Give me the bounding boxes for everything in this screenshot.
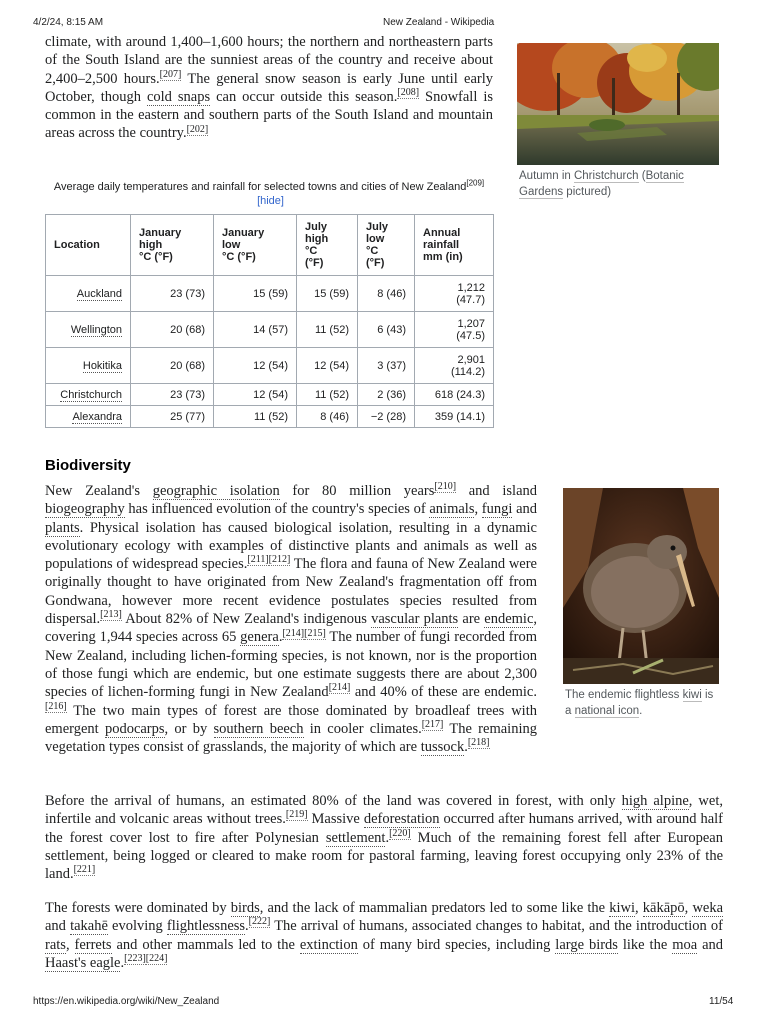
text: Snowfall is common in the eastern and southern parts of the South Island and mountain areas across the country. [45, 88, 494, 142]
cell: 15 (59) [297, 276, 358, 312]
text: °C (°F) [139, 251, 173, 263]
ref-link[interactable]: [210] [434, 481, 457, 493]
link-haasts-eagle[interactable]: Haast's eagle [45, 954, 121, 971]
text: pictured) [563, 186, 612, 198]
text: °C [366, 245, 379, 257]
text: , or by [164, 720, 214, 737]
text: The general snow season is early June until early October, though [45, 70, 493, 105]
cell [415, 312, 494, 348]
ref-link[interactable]: [220] [389, 827, 411, 839]
text: . [385, 829, 390, 846]
print-datetime: 4/2/24, 8:15 AM [33, 17, 104, 28]
link-endemic[interactable]: endemic [484, 611, 534, 628]
text: in cooler climates. [303, 720, 422, 737]
cell: 3 (37) [358, 348, 415, 384]
link-large-birds[interactable]: large birds [555, 936, 618, 953]
cell: 23 (73) [131, 276, 214, 312]
text: is a [565, 689, 714, 717]
ref-link[interactable]: [213] [100, 609, 122, 621]
text: January [222, 227, 265, 239]
autumn-christchurch-image[interactable] [517, 43, 719, 165]
link-geographic-isolation[interactable]: geographic isolation [152, 483, 280, 499]
col-location: Location [46, 215, 131, 276]
link-kiwi-caption[interactable]: kiwi [682, 689, 702, 701]
cell: 2 (36) [358, 384, 415, 406]
cell: 618 (24.3) [415, 384, 494, 406]
col-jul-high [297, 215, 358, 276]
link-plants[interactable]: plants [45, 519, 80, 536]
text: high [305, 233, 329, 245]
ref-link[interactable]: [207] [159, 68, 182, 80]
cell [415, 276, 494, 312]
col-rainfall [415, 215, 494, 276]
text: °C [305, 245, 318, 257]
text: and [697, 936, 724, 953]
biodiversity-heading: Biodiversity [45, 457, 131, 474]
table-row [46, 312, 494, 348]
text: ( [638, 170, 646, 182]
ref-link[interactable]: [215] [304, 627, 326, 639]
text: . [245, 918, 249, 935]
cell: 25 (77) [131, 406, 214, 428]
autumn-photo [517, 43, 719, 165]
link-deforestation[interactable]: deforestation [363, 811, 440, 828]
text: ] [280, 195, 284, 207]
text: and [512, 501, 537, 518]
text: low [366, 233, 385, 245]
ref-link[interactable]: [216] [45, 700, 67, 712]
text: 1,207 [457, 317, 485, 330]
col-jan-high [131, 215, 214, 276]
text: for 80 million years [279, 483, 435, 499]
cell: 12 (54) [297, 348, 358, 384]
ref-link[interactable]: [208] [397, 87, 420, 99]
text: of many bird species, including [357, 936, 556, 953]
link-tussock[interactable]: tussock [420, 739, 465, 756]
link-auckland[interactable]: Auckland [76, 287, 122, 300]
ref-link[interactable]: [212] [268, 554, 291, 566]
cell: 14 (57) [214, 312, 297, 348]
link-extinction[interactable]: extinction [299, 936, 358, 953]
text: rainfall [423, 239, 460, 251]
text: The forests were dominated by [45, 900, 231, 916]
cell: 11 (52) [297, 384, 358, 406]
link-genera[interactable]: genera [240, 629, 279, 646]
link-botanic-gardens[interactable]: Botanic Gardens [519, 170, 684, 198]
text: (47.7) [456, 293, 485, 306]
cell: 20 (68) [131, 312, 214, 348]
text: . Physical isolation has caused biological isolation, resulting in a dynamic evolutionary ecology with examples of distinctive plants and animals as well as populations of widespread species. [45, 519, 537, 573]
text: high [139, 239, 163, 251]
col-jan-low [214, 215, 297, 276]
link-hokitika[interactable]: Hokitika [82, 359, 122, 372]
cell: 359 (14.1) [415, 406, 494, 428]
cell: 11 (52) [214, 406, 297, 428]
text: Average daily temperatures and rainfall for selected towns and cities of New Zealand [53, 181, 467, 193]
cell: 8 (46) [297, 406, 358, 428]
text: mm (in) [423, 251, 463, 263]
table-row [46, 348, 494, 384]
ref-link[interactable]: [211] [247, 554, 269, 566]
ref-link[interactable]: [214] [282, 627, 305, 639]
text: °C (°F) [222, 251, 256, 263]
text: and island [456, 483, 538, 499]
text: , [684, 900, 693, 916]
text: The flora and fauna of New Zealand were originally thought to have originated from New Zealand's fragmentation off from Gondwana, however more recent evidence postulates species resulted from dispersal. [45, 556, 537, 628]
link-southern-beech[interactable]: southern beech [213, 720, 304, 737]
autumn-caption [519, 168, 719, 200]
print-page-number: 11/54 [709, 996, 734, 1007]
ref-link[interactable]: [202] [186, 123, 209, 135]
link-podocarps[interactable]: podocarps [104, 720, 165, 737]
text: July [305, 221, 328, 233]
text: The endemic flightless [565, 689, 683, 701]
text: has influenced evolution of the country's species of [124, 501, 430, 518]
cell: 6 (43) [358, 312, 415, 348]
link-biogeography[interactable]: biogeography [45, 501, 125, 518]
text: . [639, 705, 643, 717]
ref-link[interactable]: [223] [124, 953, 146, 965]
text: occurred after humans arrived, with around half the forest cover lost to fire after Polynesian [45, 811, 723, 846]
text: evolving [107, 918, 167, 935]
table-row [46, 384, 494, 406]
text: and 40% of these are endemic. [350, 684, 537, 701]
table-header-row [46, 215, 494, 276]
text: (114.2) [450, 365, 485, 378]
link-christchurch[interactable]: Christchurch [573, 170, 639, 182]
link-fungi[interactable]: fungi [481, 501, 513, 518]
text: Autumn in [519, 170, 574, 182]
link-kiwi[interactable]: kiwi [609, 900, 636, 916]
link-alexandra[interactable]: Alexandra [72, 410, 122, 423]
link-high-alpine[interactable]: high alpine [621, 793, 689, 809]
table-row [46, 276, 494, 312]
link-flightlessness[interactable]: flightlessness [166, 918, 246, 935]
print-url: https://en.wikipedia.org/wiki/New_Zealand [33, 996, 220, 1007]
ref-link[interactable]: [221] [73, 864, 96, 876]
text: The arrival of humans, associated changes to habitat, and the introduction of [270, 918, 724, 935]
text: can occur outside this season. [210, 88, 398, 105]
text: . [278, 629, 283, 646]
ref-link[interactable]: [222] [248, 916, 271, 928]
text: climate, with around 1,400–1,600 hours; the northern and northeastern parts of the South Island are the sunniest areas of the country and receive about 2,400–2,500 hours. [45, 34, 493, 87]
text: are [458, 611, 485, 628]
text: . [120, 954, 125, 971]
climate-table [45, 214, 494, 428]
text: July [366, 221, 389, 233]
cell: 11 (52) [297, 312, 358, 348]
text: , wet, infertile and volcanic areas without trees. [45, 793, 723, 828]
link-kakapo[interactable]: kākāpō [642, 900, 685, 916]
text: , and the lack of mammalian predators led to some like the [259, 900, 610, 916]
link-vascular-plants[interactable]: vascular plants [371, 611, 459, 628]
cell: 20 (68) [131, 348, 214, 384]
link-cold-snaps[interactable]: cold snaps [146, 88, 211, 105]
ref-link[interactable]: [218] [467, 737, 490, 749]
text: (°F) [305, 257, 324, 269]
text: Much of the remaining forest fell after European settlement, being logged or cleared to make room for pastoral farming, leaving forest occupying only 23% of the land. [45, 829, 723, 883]
print-title: New Zealand - Wikipedia [383, 17, 495, 28]
cell: −2 (28) [358, 406, 415, 428]
text: January [139, 227, 182, 239]
cell: 12 (54) [214, 348, 297, 384]
text: like the [617, 936, 673, 953]
climate-paragraph [45, 33, 493, 143]
text: and other mammals led to the [111, 936, 300, 953]
biodiversity-paragraph-1 [45, 482, 723, 762]
text: . [464, 739, 468, 756]
text: About 82% of New Zealand's indigenous [121, 611, 372, 628]
link-settlement[interactable]: settlement [325, 829, 386, 846]
ref-link[interactable]: [224] [145, 953, 168, 965]
text: , [65, 936, 75, 953]
link-rats[interactable]: rats [45, 936, 66, 953]
text: The remaining vegetation types consist of grasslands, the majority of which are [45, 720, 537, 756]
text: Annual [423, 227, 461, 239]
text: (47.5) [456, 329, 485, 342]
text: Massive [307, 811, 364, 828]
link-ferrets[interactable]: ferrets [74, 936, 112, 953]
text: 1,212 [457, 281, 485, 294]
text: [ [257, 195, 261, 207]
ref-link[interactable]: [209] [466, 178, 485, 188]
link-animals[interactable]: animals [429, 501, 475, 518]
text: and [45, 918, 71, 935]
link-national-icon[interactable]: national icon [574, 705, 640, 717]
text: 2,901 [457, 353, 485, 366]
col-jul-low [358, 215, 415, 276]
text: New Zealand's [45, 483, 153, 499]
text: Before the arrival of humans, an estimated 80% of the land was covered in forest, with only [45, 793, 622, 809]
biodiversity-paragraph-3 [45, 899, 723, 972]
link-wellington[interactable]: Wellington [70, 323, 122, 336]
text: , [635, 900, 643, 916]
ref-link[interactable]: [219] [285, 809, 308, 821]
ref-link[interactable]: [214] [328, 682, 351, 694]
table-caption [45, 180, 493, 208]
table-row [46, 406, 494, 428]
hide-table-link[interactable]: hide [260, 195, 281, 207]
link-birds[interactable]: birds [230, 900, 260, 916]
link-weka[interactable]: weka [692, 900, 724, 916]
link-moa[interactable]: moa [672, 936, 698, 953]
text: low [222, 239, 241, 251]
text: (°F) [366, 257, 385, 269]
cell: 12 (54) [214, 384, 297, 406]
biodiversity-paragraph-2 [45, 792, 723, 883]
link-takahe[interactable]: takahē [70, 918, 108, 935]
text: , covering 1,944 species across 65 [45, 611, 538, 646]
text: The two main types of forest are those dominated by broadleaf trees with emergent [45, 702, 537, 737]
cell: 8 (46) [358, 276, 415, 312]
cell: 15 (59) [214, 276, 297, 312]
ref-link[interactable]: [217] [421, 719, 444, 731]
link-christchurch-row[interactable]: Christchurch [60, 388, 122, 401]
cell [415, 348, 494, 384]
text: , [474, 501, 482, 518]
cell: 23 (73) [131, 384, 214, 406]
text: The number of fungi recorded from New Zealand, including lichen-forming species, is not known, nor is the proportion of those fungi which are endemic, but one estimate suggests there are about 2,300 species of lichen-forming fungi in New Zealand [45, 629, 537, 701]
